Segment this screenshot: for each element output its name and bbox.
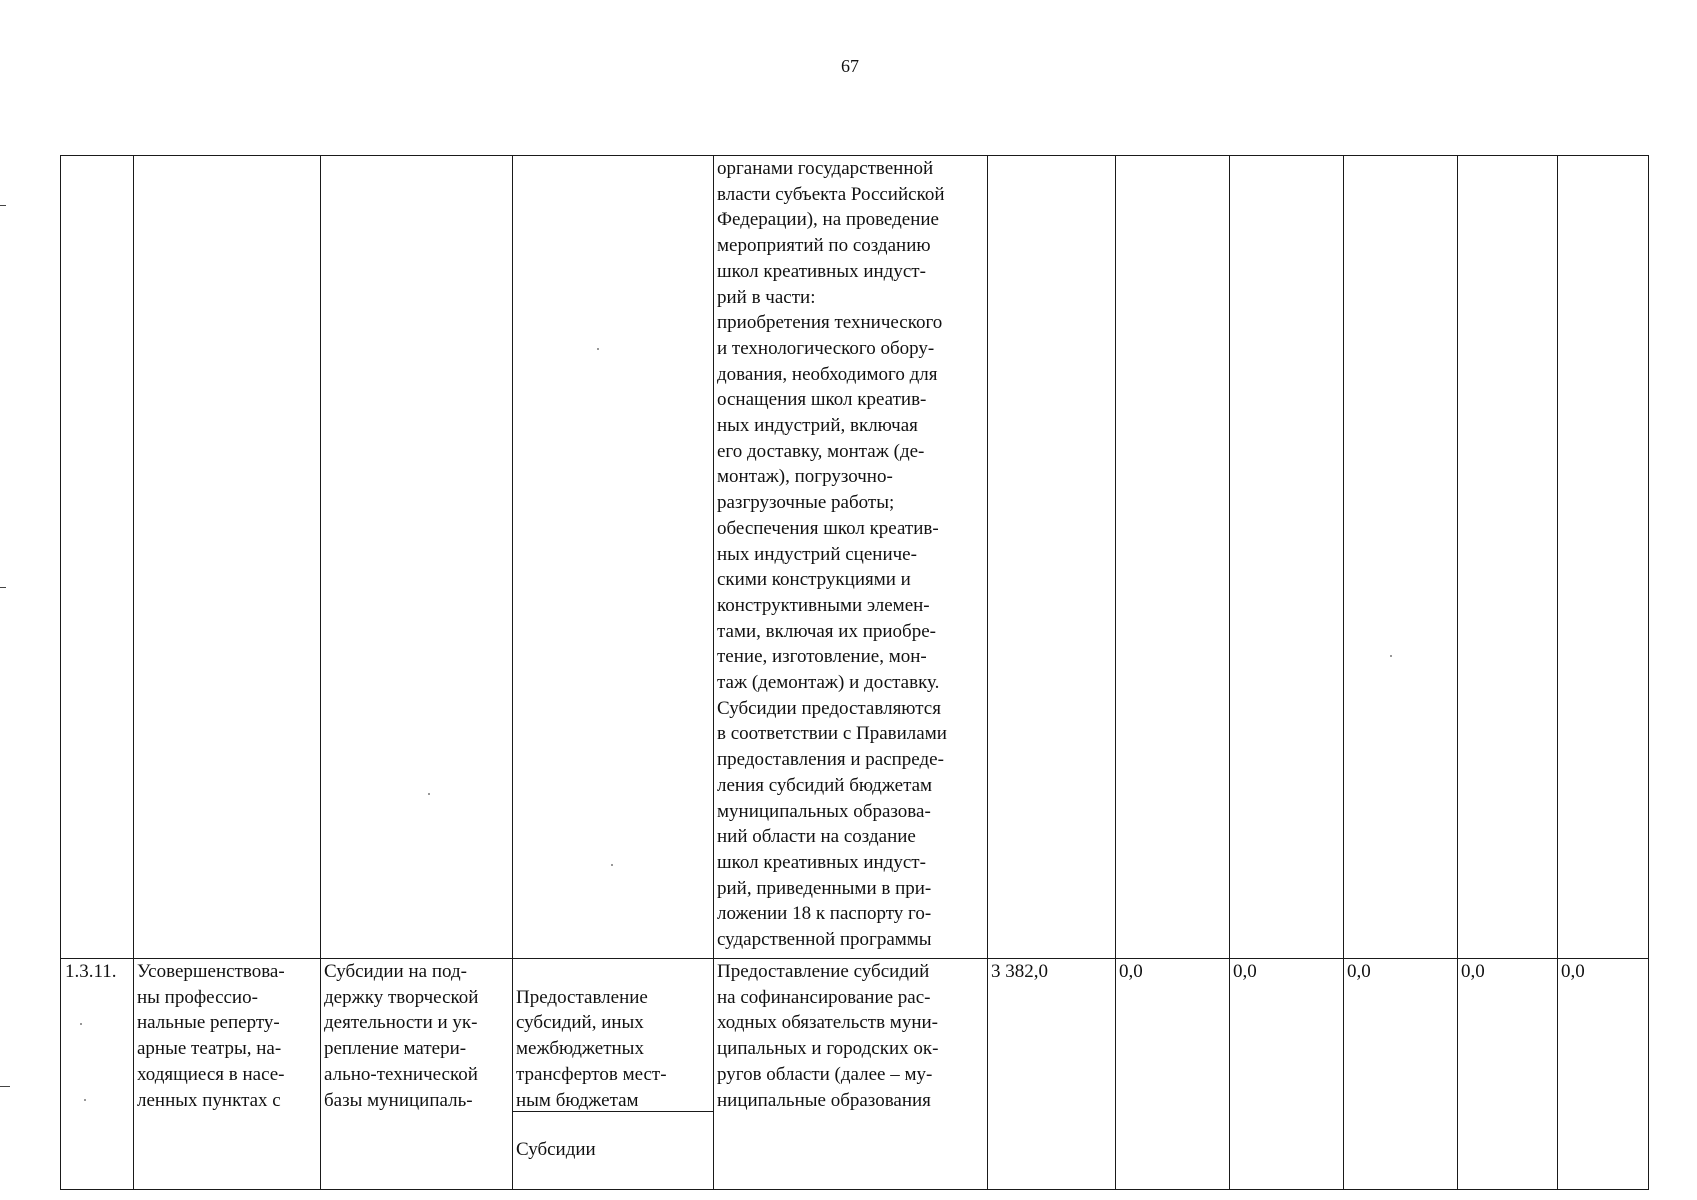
scan-speck (597, 348, 599, 350)
scan-speck (1390, 655, 1392, 657)
cell-event: Субсидии на под- держку творческой деятельности и ук- репление матери- ально-технической базы муниципаль- (321, 959, 513, 1190)
cell-value-empty (1230, 156, 1344, 959)
cell-result: Усовершенствова- ны профессио- нальные реперту- арные театры, на- ходящиеся в насе- ленных пунктах с (134, 959, 321, 1190)
scan-speck (80, 1023, 82, 1025)
scan-speck (84, 1099, 86, 1101)
cell-description-continued: органами государственной власти субъекта Российской Федерации), на проведение мероприятий по созданию школ креативных индуст- рий в части: приобретения технического и технологического обору- дования, необходимого для оснащения школ креатив- ных индустрий, включая его доставку, монтаж (де- монтаж), погрузочно- разгрузочные работы; обеспечения школ креатив- ных индустрий сцениче- скими конструкциями и конструктивными элемен- тами, включая их приобре- тение, изготовление, мон- таж (демонтаж) и доставку. Субсидии предоставляются в соответствии с Правилами предоставления и распреде- ления субсидий бюджетам муниципальных образова- ний области на создание школ креативных индуст- рий, приведенными в при- ложении 18 к паспорту го- сударственной программы (714, 156, 988, 959)
cell-number-empty (61, 156, 134, 959)
cell-row-number: 1.3.11. (61, 959, 134, 1190)
cell-type (513, 959, 714, 1190)
scan-speck (428, 793, 430, 795)
scan-edge-mark (0, 587, 6, 588)
cell-event-empty (321, 156, 513, 959)
cell-value-5: 0,0 (1458, 959, 1558, 1190)
cell-value-empty (988, 156, 1116, 959)
cell-result-empty (134, 156, 321, 959)
cell-value-2: 0,0 (1116, 959, 1230, 1190)
table-row-continuation (61, 156, 1649, 959)
cell-value-6: 0,0 (1558, 959, 1649, 1190)
cell-type-bottom: Субсидии (516, 1139, 596, 1161)
cell-value-empty (1558, 156, 1649, 959)
scan-edge-mark (0, 1086, 10, 1087)
cell-value-empty (1458, 156, 1558, 959)
program-table (60, 155, 1649, 1190)
cell-value-empty (1116, 156, 1230, 959)
table-row-1-3-11 (61, 959, 1649, 1190)
cell-type-top: Предоставление субсидий, иных межбюджетных трансфертов мест- ным бюджетам (513, 985, 713, 1112)
cell-value-empty (1344, 156, 1458, 959)
scan-speck (611, 864, 613, 866)
cell-value-3: 0,0 (1230, 959, 1344, 1190)
page-number: 67 (841, 56, 859, 76)
cell-type-empty (513, 156, 714, 959)
cell-description: Предоставление субсидий на софинансирование рас- ходных обязательств муни- ципальных и городских ок- ругов области (далее – му- ниципальные образования (714, 959, 988, 1190)
scan-edge-mark (0, 205, 6, 206)
cell-value-1: 3 382,0 (988, 959, 1116, 1190)
cell-value-4: 0,0 (1344, 959, 1458, 1190)
